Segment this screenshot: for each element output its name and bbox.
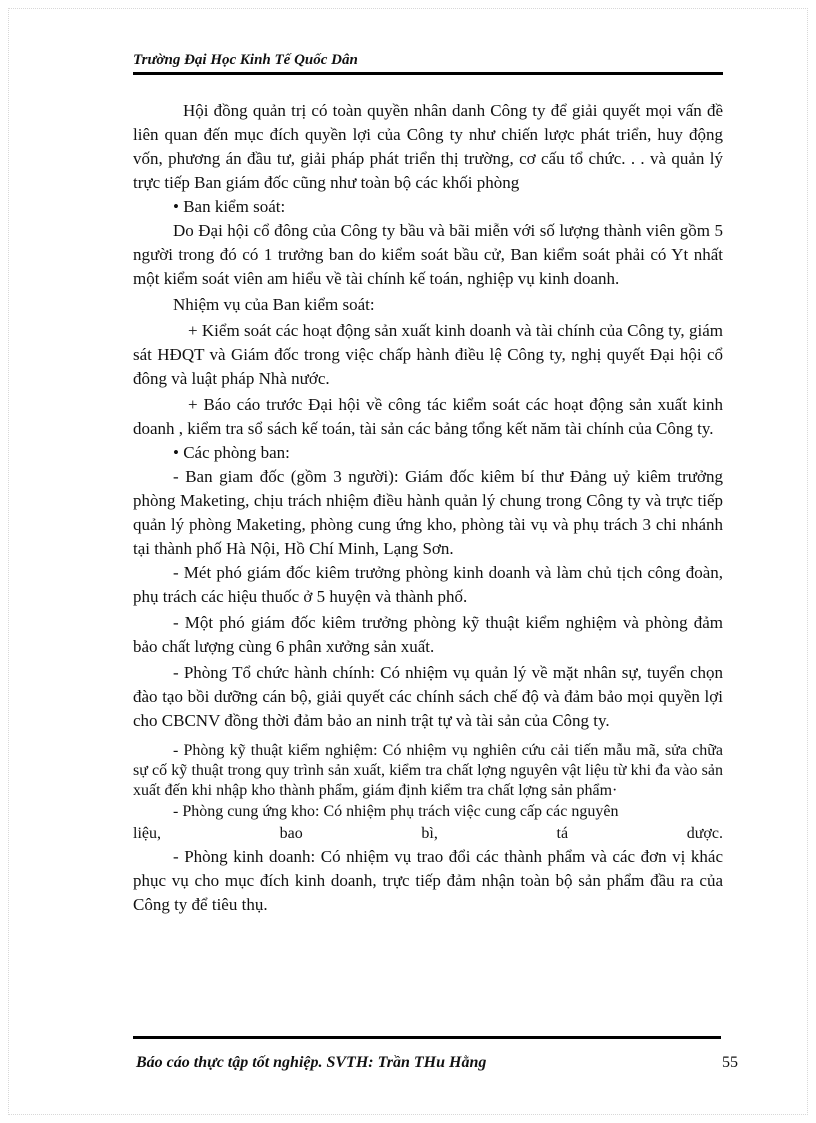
document-body	[133, 99, 723, 917]
paragraph-director-board: - Ban giam đốc (gồm 3 người): Giám đốc kiêm bí thư Đảng uỷ kiêm trưởng phòng Maketing, chịu trách nhiệm điều hành quản lý chung trong Công ty và trực tiếp quản lý phòng Maketing, phòng cung ứng kho, phòng tài vụ và phụ trách 3 chi nhánh tại thành phố Hà Nội, Hồ Chí Minh, Lạng Sơn.	[133, 467, 723, 558]
paragraph-deputy-director-business: - Mét phó giám đốc kiêm trưởng phòng kinh doanh và làm chủ tịch công đoàn, phụ trách các hiệu thuốc ở 5 huyện và thành phố.	[133, 563, 723, 606]
page-footer	[136, 1052, 740, 1074]
paragraph-supervisory-board: Do Đại hội cổ đông của Công ty bầu và bãi miễn với số lượng thành viên gồm 5 người trong đó có 1 trưởng ban do kiểm soát bầu cử, Ban kiểm soát phải có Yt nhất một kiểm soát viên am hiểu về tài chính kế toán, nghiệp vụ kinh doanh.	[133, 221, 723, 288]
footer-report-title: Báo cáo thực tập tốt nghiệp. SVTH: Trần THu Hằng	[136, 1054, 487, 1071]
paragraph-technical-department: - Phòng kỹ thuật kiểm nghiệm: Có nhiệm vụ nghiên cứu cải tiến mẫu mã, sửa chữa sự cố kỹ thuật trong quy trình sản xuất, kiểm tra chất lợng nguyên vật liệu từ khi đa vào sản xuất đến khi nhập kho thành phẩm, giám định kiểm tra chất lợng sản phẩm·	[133, 742, 723, 799]
paragraph-supervisory-duties-title: Nhiệm vụ của Ban kiểm soát:	[173, 295, 375, 314]
paragraph-business-department: - Phòng kinh doanh: Có nhiệm vụ trao đổi các thành phẩm và các đơn vị khác phục vụ cho mục đích kinh doanh, trực tiếp đảm nhận toàn bộ sản phẩm đầu ra của Công ty để tiêu thụ.	[133, 847, 723, 914]
bullet-supervisory-board: • Ban kiểm soát:	[173, 197, 286, 216]
page-header: Trường Đại Học Kinh Tế Quốc Dân	[133, 50, 723, 75]
paragraph-duty-control: + Kiểm soát các hoạt động sản xuất kinh doanh và tài chính của Công ty, giám sát HĐQT và Giám đốc trong việc chấp hành điều lệ Công ty, nghị quyết Đại hội cổ đông và luật pháp Nhà nước.	[133, 321, 723, 388]
paragraph-deputy-director-technical: - Một phó giám đốc kiêm trưởng phòng kỹ thuật kiểm nghiệm và phòng đảm bảo chất lượng cùng 6 phân xưởng sản xuất.	[133, 613, 723, 656]
paragraph-duty-report: + Báo cáo trước Đại hội về công tác kiểm soát các hoạt động sản xuất kinh doanh , kiểm tra sổ sách kế toán, tài sản các bảng tổng kết năm tài chính của Công ty.	[133, 395, 723, 438]
paragraph-board-of-directors: Hội đồng quản trị có toàn quyền nhân danh Công ty để giải quyết mọi vấn đề liên quan đến mục đích quyền lợi của Công ty như chiến lược phát triển, huy động vốn, phương án đầu tư, giải pháp phát triển thị trường, cơ cấu tổ chức. . . và quản lý trực tiếp Ban giám đốc cũng như toàn bộ các khối phòng	[133, 101, 723, 192]
paragraph-admin-department: - Phòng Tổ chức hành chính: Có nhiệm vụ quản lý về mặt nhân sự, tuyển chọn đào tạo bồi dưỡng cán bộ, giải quyết các chính sách chế độ và đảm bảo mọi quyền lợi cho CBCNV đồng thời đảm bảo an ninh trật tự và tài sản của Công ty.	[133, 663, 723, 730]
paragraph-warehouse-continued: liệu, bao bì, tá dược.	[133, 825, 723, 842]
footer-rule	[133, 1036, 721, 1039]
paragraph-warehouse-department: - Phòng cung ứng kho: Có nhiệm phụ trách việc cung cấp các nguyên	[173, 803, 619, 820]
page-number: 55	[722, 1054, 738, 1071]
bullet-departments: • Các phòng ban:	[173, 443, 290, 462]
